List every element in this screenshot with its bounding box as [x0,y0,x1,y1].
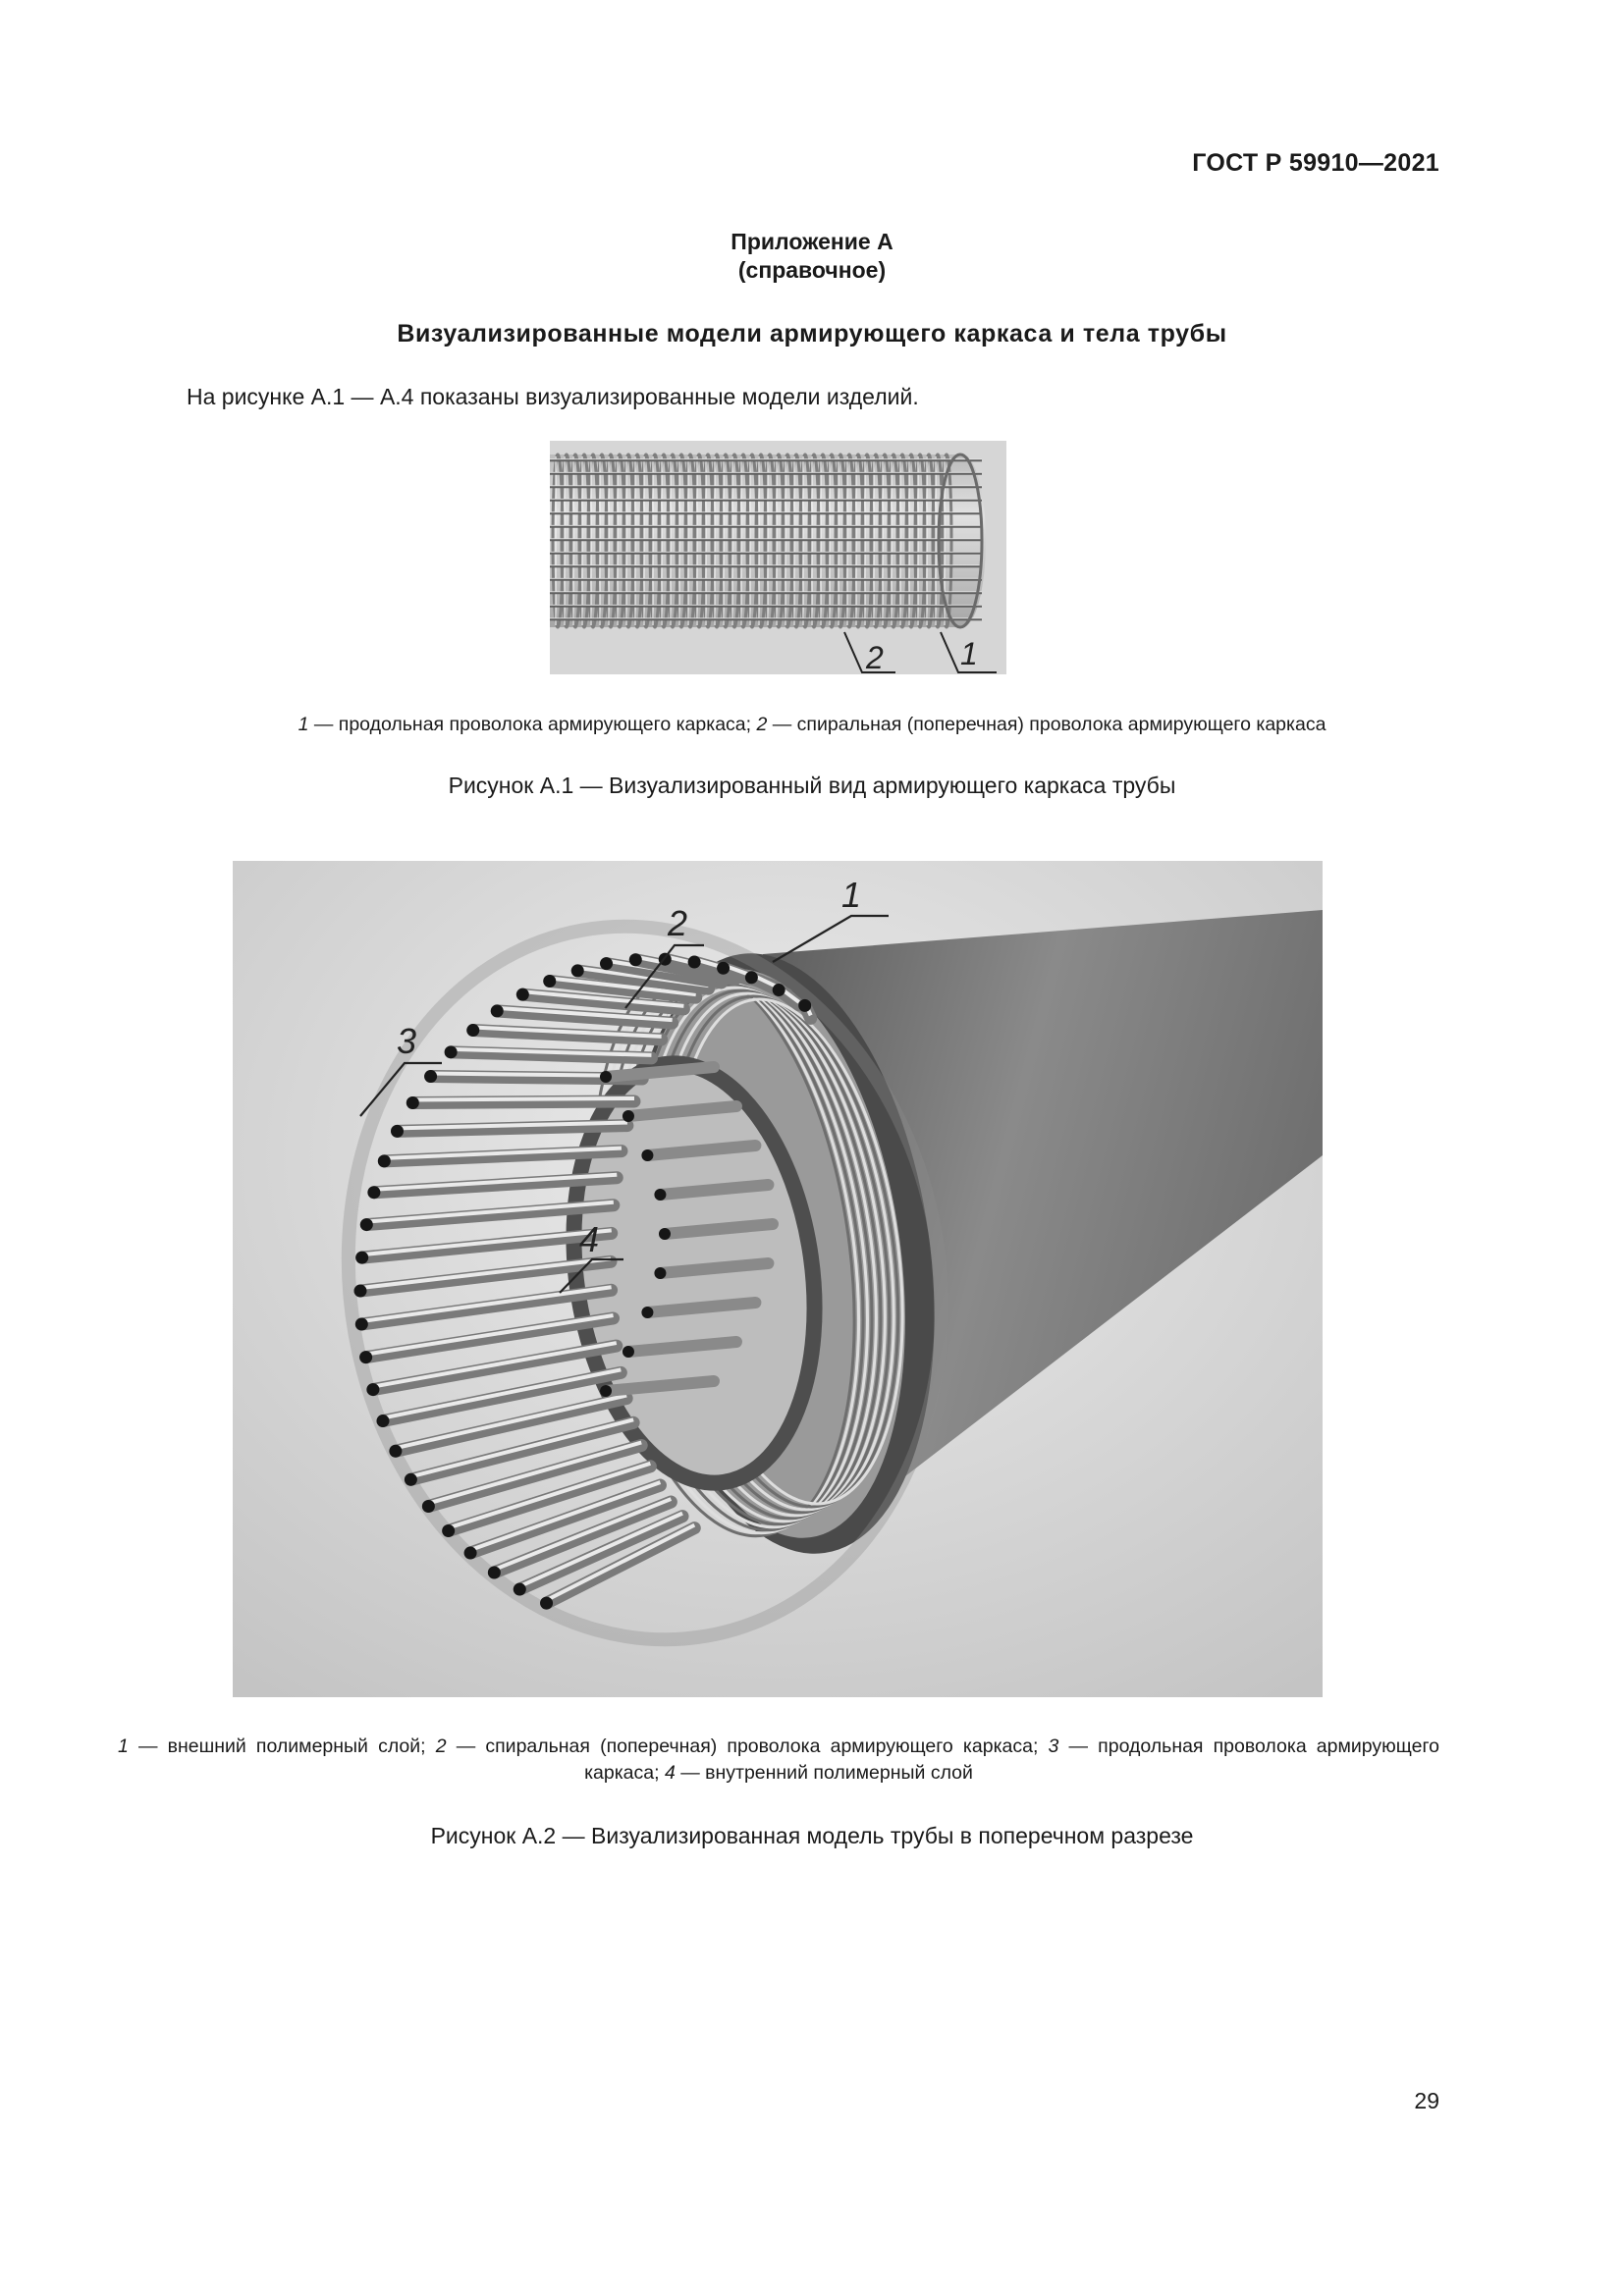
rod-end [516,988,529,1001]
rod-end [366,1383,379,1396]
rod-end [514,1583,526,1596]
rod-end [688,956,701,969]
rod-end [355,1252,368,1264]
rod-end [654,1189,666,1201]
figure-2-callout-4: 4 [579,1219,600,1259]
rod-highlight [412,1098,634,1100]
rod-end [543,975,556,988]
rod-end [359,1351,372,1363]
legend-text: — внутренний полимерный слой [675,1762,973,1784]
rod-end [623,1110,634,1122]
rod-end [641,1307,653,1318]
rod-end [442,1524,455,1537]
rod-end [600,1385,612,1397]
rod-end [798,999,811,1012]
rod-end [424,1070,437,1083]
rod-end [445,1045,458,1058]
figure-1-caption: Рисунок А.1 — Визуализированный вид армирующего каркаса трубы [448,773,1176,798]
legend-text: — спиральная (поперечная) проволока армирующего каркаса [767,714,1326,735]
figure-2-callout-1: 1 [841,875,862,915]
rod-end [389,1445,402,1458]
figure-1-callout-2: 2 [866,640,884,674]
rod-end [659,1228,671,1240]
rod-end [488,1566,501,1578]
document-header: ГОСТ Р 59910—2021 [1192,149,1439,177]
rod-end [654,1267,666,1279]
rod-end [571,964,584,977]
legend-num: 4 [664,1762,676,1784]
figure-1-legend [0,712,1624,738]
rod-end [745,971,758,984]
rod-end [377,1415,390,1427]
rod-end [773,984,785,996]
legend-num: 2 [756,714,768,735]
rod-end [623,1346,634,1358]
figure-1-callout-1: 1 [960,636,978,671]
rod-end [405,1473,417,1486]
legend-num: 1 [298,714,309,735]
legend-num: 1 [118,1735,129,1757]
rod-end [378,1154,391,1167]
rod-end [540,1597,553,1610]
rod-end [641,1149,653,1161]
rod-end [367,1186,380,1199]
rod-end [717,962,730,975]
intro-paragraph: На рисунке А.1 — А.4 показаны визуализированные модели изделий. [187,384,919,409]
section-title: Визуализированные модели армирующего каркаса и тела трубы [397,320,1227,347]
rod-end [422,1500,435,1513]
rod-end [360,1218,373,1231]
rod-end [406,1096,419,1109]
figure-2-legend [118,1734,1439,1787]
rod-end [600,957,613,970]
page-number: 29 [1414,2088,1439,2113]
figure-1-image [550,441,1006,674]
legend-text: — внешний полимерный слой; [128,1735,436,1757]
rod-end [464,1547,477,1560]
legend-text: — спиральная (поперечная) проволока армирующего каркаса; [446,1735,1049,1757]
figure-2-callout-3: 3 [397,1021,417,1061]
rod-end [391,1125,404,1138]
legend-text: — продольная проволока армирующего каркаса; [584,1735,1439,1784]
rod-end [491,1004,504,1017]
rod-end [354,1285,367,1298]
figure-2-caption: Рисунок А.2 — Визуализированная модель трубы в поперечном разрезе [430,1823,1194,1848]
appendix-title: Приложение А [731,229,893,254]
rod-end [355,1317,368,1330]
legend-text: — продольная проволока армирующего каркаса; [308,714,757,735]
appendix-subtitle: (справочное) [737,257,887,283]
appendix-heading [0,228,1624,285]
figure-2-image [233,861,1323,1697]
legend-num: 2 [435,1735,447,1757]
rod-end [629,953,642,966]
legend-num: 3 [1048,1735,1059,1757]
rod-end [600,1071,612,1083]
figure-2-callout-2: 2 [668,903,688,943]
rod-end [466,1024,479,1037]
